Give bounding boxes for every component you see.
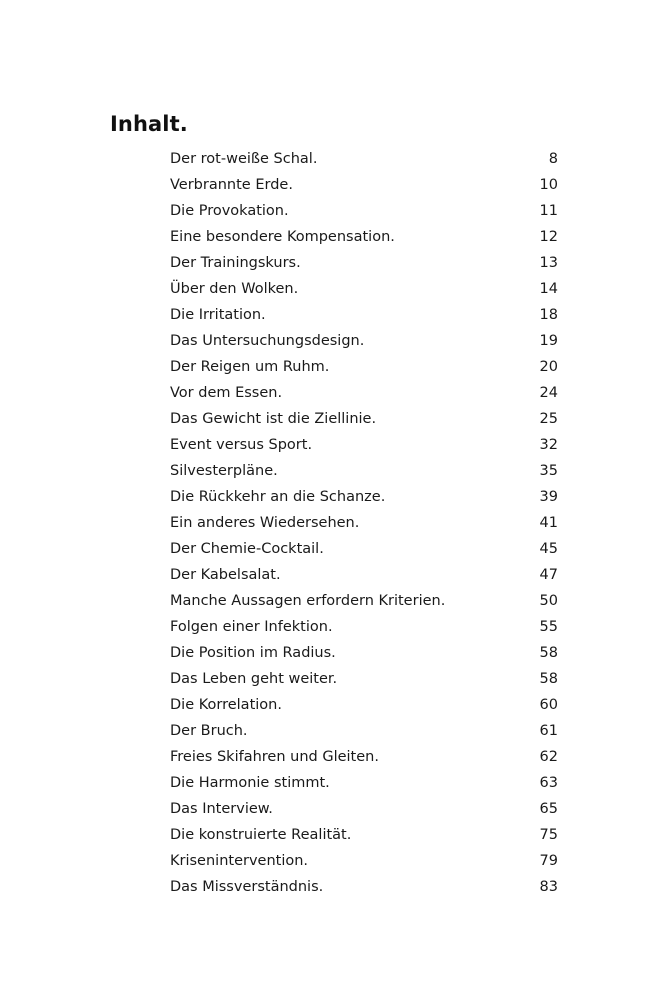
- toc-entry: [170, 874, 558, 900]
- toc-entry-title: Die Korrelation.: [170, 697, 282, 713]
- toc-entry: [170, 562, 558, 588]
- toc-entry: [170, 146, 558, 172]
- toc-entry-page-number: 58: [539, 671, 558, 687]
- toc-entry: [170, 354, 558, 380]
- toc-entry: [170, 640, 558, 666]
- toc-entry-page-number: 75: [539, 827, 558, 843]
- toc-entry-page-number: 12: [539, 229, 558, 245]
- toc-entry-page-number: 35: [539, 463, 558, 479]
- toc-entry-page-number: 14: [539, 281, 558, 297]
- toc-entry-page-number: 20: [539, 359, 558, 375]
- toc-entry-page-number: 41: [539, 515, 558, 531]
- toc-entry: [170, 744, 558, 770]
- toc-entry-title: Silvesterpläne.: [170, 463, 278, 479]
- toc-entry-title: Der Trainingskurs.: [170, 255, 301, 271]
- toc-entry-title: Die Provokation.: [170, 203, 289, 219]
- toc-entry: [170, 770, 558, 796]
- toc-entry-title: Das Gewicht ist die Ziellinie.: [170, 411, 377, 427]
- toc-entry: [170, 484, 558, 510]
- toc-entry: [170, 718, 558, 744]
- toc-entry-title: Über den Wolken.: [170, 281, 299, 297]
- toc-entry-page-number: 8: [548, 151, 558, 167]
- toc-entry-title: Vor dem Essen.: [170, 385, 283, 401]
- toc-entry-title: Die konstruierte Realität.: [170, 827, 352, 843]
- toc-entry-title: Der Chemie-Cocktail.: [170, 541, 324, 557]
- page-title: Inhalt.: [110, 112, 188, 136]
- toc-entry-title: Die Rückkehr an die Schanze.: [170, 489, 386, 505]
- toc-entry-page-number: 18: [539, 307, 558, 323]
- toc-entry-title: Die Irritation.: [170, 307, 266, 323]
- toc-entry-page-number: 65: [539, 801, 558, 817]
- toc-entry: [170, 822, 558, 848]
- toc-entry-title: Das Interview.: [170, 801, 273, 817]
- toc-entry: [170, 172, 558, 198]
- toc-entry-page-number: 58: [539, 645, 558, 661]
- toc-entry-title: Das Leben geht weiter.: [170, 671, 338, 687]
- toc-entry-title: Der Bruch.: [170, 723, 248, 739]
- toc-entry: [170, 796, 558, 822]
- toc-entry-page-number: 50: [539, 593, 558, 609]
- toc-entry: [170, 458, 558, 484]
- toc-entry-page-number: 25: [539, 411, 558, 427]
- toc-entry: [170, 302, 558, 328]
- toc-entry-page-number: 63: [539, 775, 558, 791]
- toc-entry: [170, 276, 558, 302]
- toc-entry-title: Die Position im Radius.: [170, 645, 336, 661]
- toc-entry-title: Manche Aussagen erfordern Kriterien.: [170, 593, 446, 609]
- toc-entry: [170, 328, 558, 354]
- toc-entry: [170, 510, 558, 536]
- toc-entry-page-number: 62: [539, 749, 558, 765]
- toc-entry-title: Event versus Sport.: [170, 437, 313, 453]
- toc-entry-page-number: 39: [539, 489, 558, 505]
- toc-entry: [170, 198, 558, 224]
- toc-entry-page-number: 10: [539, 177, 558, 193]
- toc-entry-page-number: 60: [539, 697, 558, 713]
- toc-entry: [170, 432, 558, 458]
- toc-entry-title: Folgen einer Infektion.: [170, 619, 333, 635]
- toc-entry-title: Ein anderes Wiedersehen.: [170, 515, 360, 531]
- toc-entry-page-number: 19: [539, 333, 558, 349]
- toc-entry-title: Verbrannte Erde.: [170, 177, 293, 193]
- toc-entry-page-number: 83: [539, 879, 558, 895]
- toc-entry: [170, 666, 558, 692]
- toc-entry-title: Das Untersuchungsdesign.: [170, 333, 365, 349]
- toc-entry-page-number: 45: [539, 541, 558, 557]
- toc-entry-title: Der Kabelsalat.: [170, 567, 281, 583]
- toc-entry: [170, 380, 558, 406]
- toc-entry-page-number: 79: [539, 853, 558, 869]
- toc-entry-title: Die Harmonie stimmt.: [170, 775, 330, 791]
- toc-entry-title: Krisenintervention.: [170, 853, 309, 869]
- toc-entry: [170, 224, 558, 250]
- toc-entry-page-number: 61: [539, 723, 558, 739]
- toc-entry-page-number: 32: [539, 437, 558, 453]
- toc-entry-page-number: 13: [539, 255, 558, 271]
- toc-entry-title: Das Missverständnis.: [170, 879, 324, 895]
- toc-entry: [170, 614, 558, 640]
- table-of-contents: [170, 146, 558, 900]
- toc-entry-title: Eine besondere Kompensation.: [170, 229, 395, 245]
- toc-entry: [170, 848, 558, 874]
- toc-entry-page-number: 11: [539, 203, 558, 219]
- toc-entry: [170, 692, 558, 718]
- toc-entry-page-number: 24: [539, 385, 558, 401]
- toc-entry-title: Freies Skifahren und Gleiten.: [170, 749, 379, 765]
- toc-entry: [170, 588, 558, 614]
- toc-entry: [170, 250, 558, 276]
- toc-entry-page-number: 47: [539, 567, 558, 583]
- toc-entry: [170, 536, 558, 562]
- toc-entry: [170, 406, 558, 432]
- toc-entry-page-number: 55: [539, 619, 558, 635]
- toc-entry-title: Der Reigen um Ruhm.: [170, 359, 330, 375]
- toc-entry-title: Der rot-weiße Schal.: [170, 151, 318, 167]
